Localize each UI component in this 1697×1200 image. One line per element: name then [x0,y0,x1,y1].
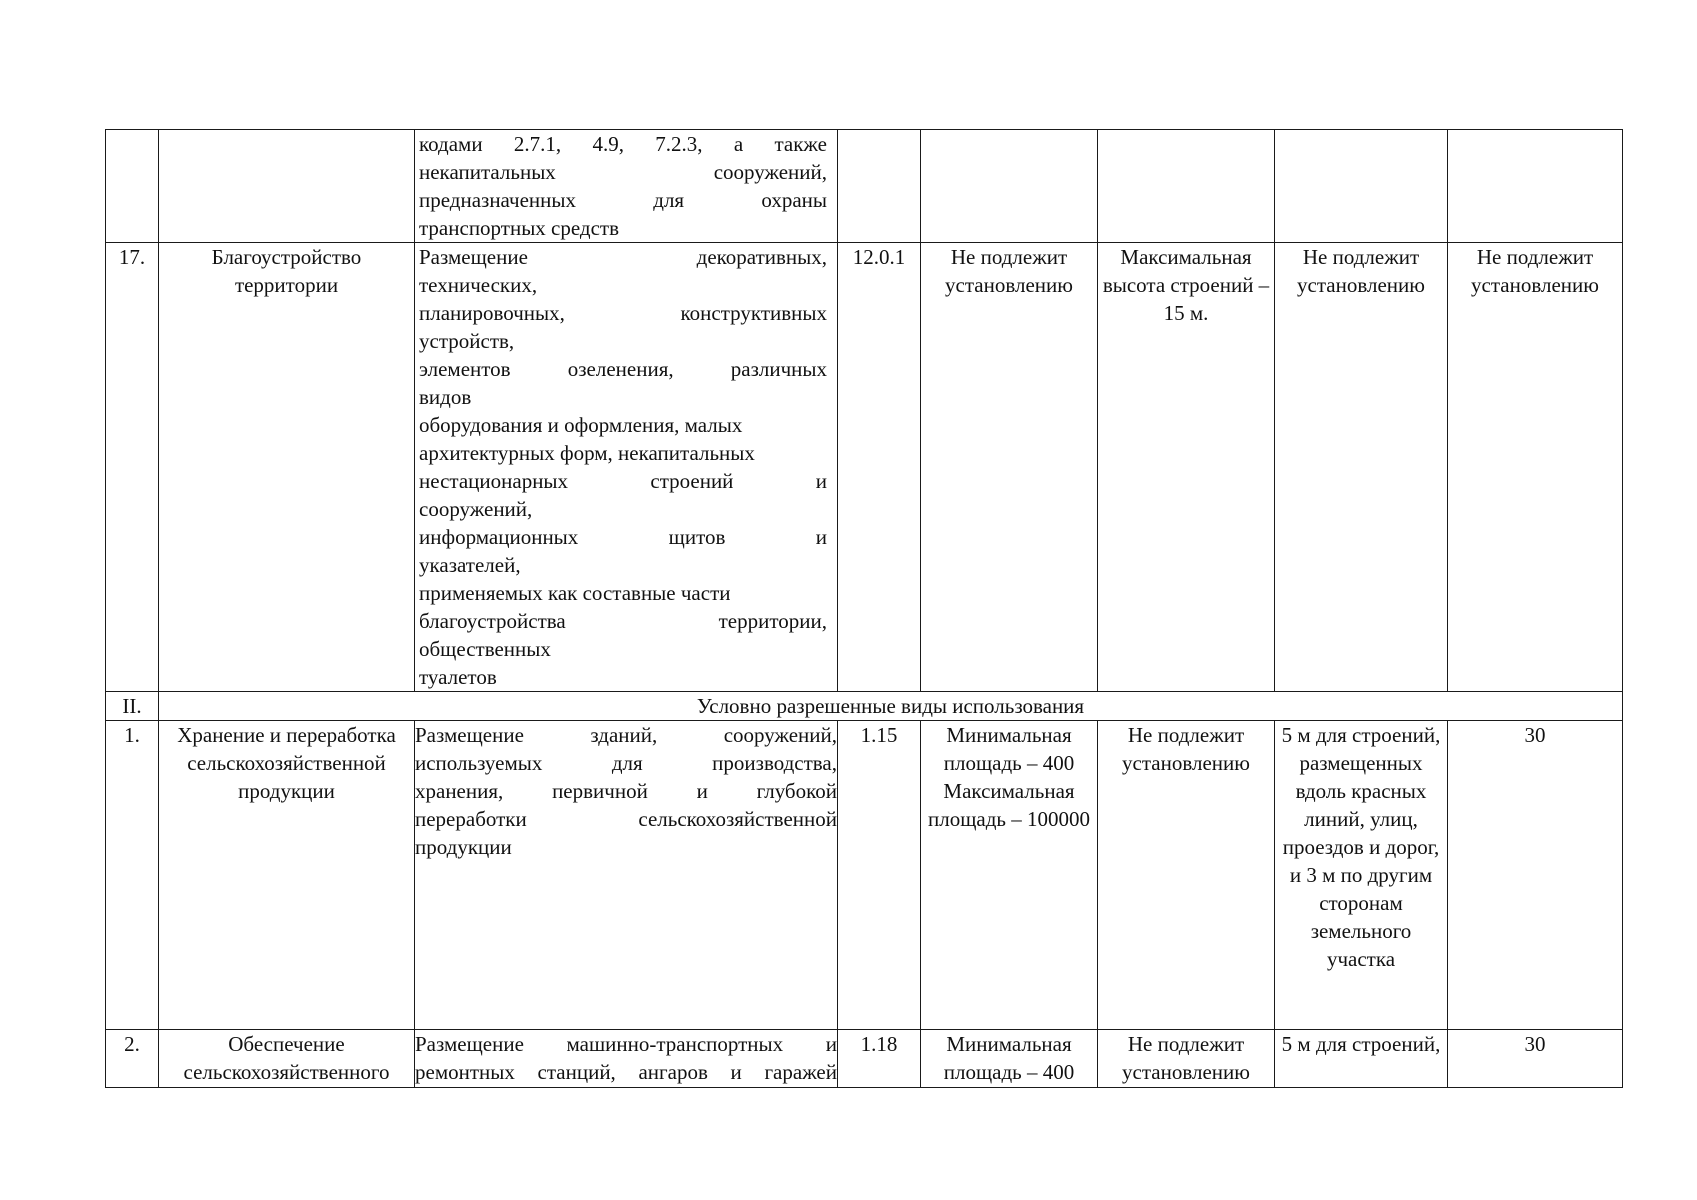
description-line: хранения, первичной и глубокой [415,779,837,803]
lot-coverage-percent: Не подлежит установлению [1448,243,1623,692]
description-line: общественных [419,637,551,661]
table-row [106,1030,1623,1088]
table-row [106,243,1623,692]
use-type-name: Обеспечение сельскохозяйственного [159,1030,415,1088]
table-row [106,721,1623,1030]
use-description [415,721,838,1030]
plot-area-limits: Минимальная площадь – 400 [921,1030,1098,1088]
row-number [106,130,159,243]
use-description [415,243,838,692]
classifier-code: 1.15 [838,721,921,1030]
classifier-code [838,130,921,243]
description-line: ремонтных станций, ангаров и гаражей [415,1060,837,1084]
plot-area-limits [921,130,1098,243]
setback-distance: 5 м для строений, размещенных вдоль красных линий, улиц, проездов и дорог, и 3 м по другим сторонам земельного участка [1275,721,1448,1030]
building-height [1098,130,1275,243]
plot-area-limits: Минимальная площадь – 400 Максимальная площадь – 100000 [921,721,1098,1030]
description-line: устройств, [419,329,515,353]
row-number: II. [106,692,159,721]
description-line: Размещение декоративных, [419,245,827,269]
building-height: Максимальная высота строений – 15 м. [1098,243,1275,692]
description-line: технических, [419,273,538,297]
use-description [415,1030,838,1088]
setback-distance [1275,130,1448,243]
classifier-code: 12.0.1 [838,243,921,692]
row-number: 17. [106,243,159,692]
use-type-name [159,130,415,243]
description-line: архитектурных форм, некапитальных [419,441,755,465]
table-row [106,130,1623,243]
land-use-table [105,129,1623,1088]
description-line: информационных щитов и [419,525,827,549]
row-number: 1. [106,721,159,1030]
row-number: 2. [106,1030,159,1088]
description-line: планировочных, конструктивных [419,301,827,325]
setback-distance: Не подлежит установлению [1275,243,1448,692]
description-line: переработки сельскохозяйственной [415,807,837,831]
table-body [106,130,1623,1088]
description-line: указателей, [419,553,521,577]
description-line: Размещение машинно-транспортных и [415,1032,837,1056]
use-type-name: Благоустройство территории [159,243,415,692]
section-row [106,692,1623,721]
building-height: Не подлежит установлению [1098,721,1275,1030]
setback-distance: 5 м для строений, [1275,1030,1448,1088]
description-line: видов [419,385,472,409]
description-line: оборудования и оформления, малых [419,413,743,437]
description-line: сооружений, [419,497,533,521]
building-height: Не подлежит установлению [1098,1030,1275,1088]
section-title: Условно разрешенные виды использования [159,692,1623,721]
lot-coverage-percent [1448,130,1623,243]
classifier-code: 1.18 [838,1030,921,1088]
description-line: элементов озеленения, различных [419,357,827,381]
plot-area-limits: Не подлежит установлению [921,243,1098,692]
description-line: предназначенных для охраны [419,188,827,212]
lot-coverage-percent: 30 [1448,721,1623,1030]
description-line: некапитальных сооружений, [419,160,827,184]
description-line: благоустройства территории, [419,609,827,633]
use-type-name: Хранение и переработка сельскохозяйственной продукции [159,721,415,1030]
description-line: Размещение зданий, сооружений, [415,723,837,747]
description-line: используемых для производства, [415,751,837,775]
description-line: применяемых как составные части [419,581,731,605]
description-line: кодами 2.7.1, 4.9, 7.2.3, а также [419,132,827,156]
use-description [415,130,838,243]
description-line: туалетов [419,665,497,689]
description-line: продукции [415,835,512,859]
lot-coverage-percent: 30 [1448,1030,1623,1088]
description-line: нестационарных строений и [419,469,827,493]
description-line: транспортных средств [419,216,620,240]
